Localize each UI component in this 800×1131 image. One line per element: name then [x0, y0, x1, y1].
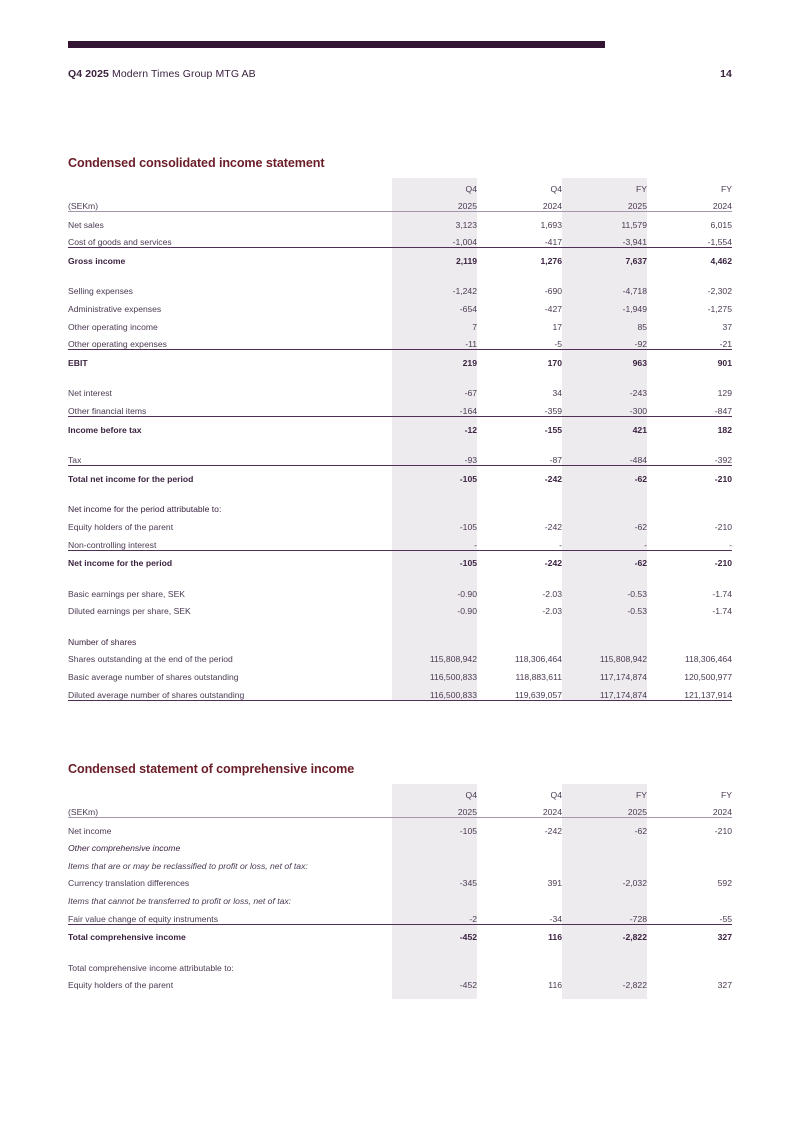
spacer-cell: [477, 435, 562, 448]
table-row-total: [68, 924, 732, 942]
row-value: -: [392, 532, 477, 550]
row-label: Diluted average number of shares outstanding: [68, 682, 392, 700]
spacer-row: [68, 266, 732, 279]
table-row: [68, 599, 732, 617]
row-value: -243: [562, 381, 647, 399]
table-row: [68, 871, 732, 889]
row-value: -1,242: [392, 279, 477, 297]
row-value: -484: [562, 448, 647, 466]
spacer-cell: [477, 942, 562, 955]
row-value: 327: [647, 924, 732, 942]
col-header-fy-2024-year: 2024: [712, 807, 732, 817]
row-value: -105: [392, 550, 477, 568]
table-row: [68, 581, 732, 599]
row-value: [647, 836, 732, 854]
row-label: Other operating income: [68, 321, 158, 332]
row-value: [392, 836, 477, 854]
row-value: 901: [647, 350, 732, 368]
row-value: [477, 888, 562, 906]
row-value: -0.90: [392, 599, 477, 617]
row-value: 963: [562, 350, 647, 368]
row-value: -210: [647, 466, 732, 484]
row-value: -2,822: [562, 924, 647, 942]
table-row: [68, 682, 732, 700]
row-value: 34: [552, 388, 562, 399]
row-value: 182: [647, 416, 732, 434]
table-header-year-row: [68, 800, 732, 818]
row-value: -62: [562, 818, 647, 836]
spacer-cell: [562, 435, 647, 448]
row-label: Equity holders of the parent: [68, 521, 174, 532]
row-value: 1,693: [477, 212, 562, 230]
row-value: 120,500,977: [684, 672, 732, 683]
spacer-cell: [647, 942, 732, 955]
table-subheader-row: [68, 836, 732, 854]
header-spacer: [68, 178, 392, 194]
row-label: Non-controlling interest: [68, 539, 157, 550]
table-row: [68, 514, 732, 532]
row-label: Income before tax: [68, 416, 392, 434]
row-value: [392, 497, 477, 515]
row-value: -105: [392, 818, 477, 836]
row-label: Fair value change of equity instruments: [68, 913, 218, 924]
spacer-cell: [68, 484, 392, 497]
row-label: Items that are or may be reclassified to profit or loss, net of tax:: [68, 860, 308, 871]
col-header-q4-2024-year: 2024: [542, 807, 562, 817]
table-row-total: [68, 350, 732, 368]
row-label: Equity holders of the parent: [68, 980, 174, 991]
comprehensive-income-table-wrap: [68, 784, 732, 999]
spacer-cell: [647, 266, 732, 279]
row-value: 421: [562, 416, 647, 434]
income-statement-table: [68, 178, 732, 701]
table-row-total: [68, 550, 732, 568]
row-value: 117,174,874: [562, 664, 647, 682]
row-value: -847: [714, 405, 732, 416]
row-value: -2,032: [562, 871, 647, 889]
row-value: [392, 629, 477, 647]
row-value: 592: [717, 878, 732, 889]
row-value: [647, 629, 732, 647]
col-header-q4-2025-period: Q4: [392, 784, 477, 800]
table-subheader-row: [68, 955, 732, 973]
row-value: -242: [544, 521, 562, 532]
row-value: [392, 853, 477, 871]
unit-label: (SEKm): [68, 201, 99, 211]
col-header-q4-2024-period: Q4: [550, 184, 562, 194]
row-value: 11,579: [562, 212, 647, 230]
row-label: Total comprehensive income attributable to:: [68, 962, 234, 973]
row-value: -87: [549, 455, 562, 466]
col-header-q4-2024-year: 2024: [542, 201, 562, 211]
spacer-cell: [392, 616, 477, 629]
row-value: [477, 955, 562, 973]
row-value: 116: [477, 924, 562, 942]
row-value: -2,302: [707, 286, 732, 297]
row-value: [647, 955, 732, 973]
row-value: 115,808,942: [562, 647, 647, 665]
table-subheader-row: [68, 629, 732, 647]
row-value: 4,462: [647, 248, 732, 266]
spacer-cell: [392, 484, 477, 497]
table-row: [68, 647, 732, 665]
row-value: -300: [562, 398, 647, 416]
row-value: 119,639,057: [477, 682, 562, 700]
page-header: [68, 66, 732, 82]
col-header-fy-2025-year: 2025: [562, 194, 647, 212]
table-row: [68, 314, 732, 332]
spacer-cell: [647, 368, 732, 381]
report-label: Q4 2025: [68, 68, 109, 80]
row-value: -: [729, 539, 732, 550]
spacer-row: [68, 368, 732, 381]
spacer-cell: [68, 942, 392, 955]
comprehensive-income-table: [68, 784, 732, 999]
row-value: [477, 836, 562, 854]
row-label: Shares outstanding at the end of the period: [68, 654, 233, 665]
spacer-cell: [477, 568, 562, 581]
row-label: Net sales: [68, 212, 392, 230]
spacer-cell: [647, 484, 732, 497]
row-value: [477, 497, 562, 515]
row-value: 118,306,464: [514, 654, 562, 665]
table-header-period-row: [68, 784, 732, 800]
company-name: Modern Times Group MTG AB: [112, 68, 256, 80]
col-header-q4-2024-period: Q4: [550, 790, 562, 800]
spacer-cell: [562, 942, 647, 955]
row-value: -0.53: [562, 599, 647, 617]
spacer-cell: [562, 266, 647, 279]
row-value: -2.03: [542, 606, 562, 617]
col-header-fy-2024-period: FY: [721, 790, 732, 800]
row-value: -62: [562, 550, 647, 568]
row-label: Net income for the period: [68, 550, 392, 568]
row-value: -210: [647, 550, 732, 568]
row-label: Diluted earnings per share, SEK: [68, 606, 191, 617]
row-label: Net income for the period attributable to:: [68, 504, 222, 515]
col-header-fy-2025-period: FY: [562, 178, 647, 194]
table-row-total: [68, 248, 732, 266]
row-value: 85: [562, 314, 647, 332]
row-value: -728: [562, 906, 647, 924]
row-value: -62: [562, 514, 647, 532]
row-label: Other comprehensive income: [68, 843, 181, 854]
row-label: Other financial items: [68, 405, 147, 416]
row-value: -1,275: [707, 303, 732, 314]
spacer-cell: [392, 266, 477, 279]
row-value: 118,883,611: [515, 672, 562, 683]
spacer-cell: [392, 368, 477, 381]
row-value: [392, 888, 477, 906]
row-value: 170: [477, 350, 562, 368]
spacer-cell: [562, 568, 647, 581]
header-rule: [68, 41, 605, 48]
row-value: 17: [552, 321, 562, 332]
row-value: 37: [722, 321, 732, 332]
spacer-cell: [68, 266, 392, 279]
row-value: -11: [392, 332, 477, 350]
spacer-cell: [647, 568, 732, 581]
row-label: Cost of goods and services: [68, 237, 172, 248]
row-label: EBIT: [68, 350, 392, 368]
row-value: -427: [544, 303, 562, 314]
row-value: 115,808,942: [392, 647, 477, 665]
row-value: 1,276: [477, 248, 562, 266]
row-value: -5: [554, 339, 562, 350]
row-value: -62: [562, 466, 647, 484]
row-value: [647, 888, 732, 906]
table-row: [68, 296, 732, 314]
row-value: -0.53: [562, 581, 647, 599]
row-value: -242: [477, 818, 562, 836]
row-label: Selling expenses: [68, 286, 133, 297]
row-value: 391: [547, 878, 562, 889]
row-value: -2: [392, 906, 477, 924]
spacer-cell: [647, 990, 732, 999]
row-value: [562, 888, 647, 906]
row-value: -2.03: [542, 588, 562, 599]
table-row-total: [68, 416, 732, 434]
row-value: -: [562, 532, 647, 550]
row-value: -210: [647, 818, 732, 836]
row-value: -1.74: [712, 606, 732, 617]
row-label: Basic average number of shares outstanding: [68, 672, 239, 683]
spacer-cell: [562, 484, 647, 497]
row-label: Net interest: [68, 388, 112, 399]
spacer-cell: [68, 616, 392, 629]
table-row: [68, 381, 732, 399]
spacer-cell: [392, 990, 477, 999]
table-row: [68, 532, 732, 550]
row-value: -2,822: [562, 973, 647, 991]
row-value: -105: [392, 466, 477, 484]
row-value: 118,306,464: [684, 654, 732, 665]
row-value: -452: [392, 924, 477, 942]
spacer-cell: [647, 435, 732, 448]
spacer-row: [68, 942, 732, 955]
row-value: 116: [548, 980, 562, 991]
row-value: -345: [392, 871, 477, 889]
spacer-row: [68, 990, 732, 999]
row-value: 116,500,833: [392, 664, 477, 682]
table-row: [68, 818, 732, 836]
row-value: 7: [392, 314, 477, 332]
table-row: [68, 332, 732, 350]
row-value: [392, 955, 477, 973]
row-value: 129: [717, 388, 732, 399]
row-value: -3,941: [562, 230, 647, 248]
page-number: 14: [720, 68, 732, 80]
row-value: [562, 497, 647, 515]
row-value: [562, 836, 647, 854]
col-header-fy-2024-year: 2024: [712, 201, 732, 211]
row-value: 6,015: [647, 212, 732, 230]
row-label: Currency translation differences: [68, 878, 190, 889]
row-label: Total comprehensive income: [68, 924, 392, 942]
table-row: [68, 398, 732, 416]
table-note-row: [68, 888, 732, 906]
row-value: 7,637: [562, 248, 647, 266]
spacer-cell: [477, 484, 562, 497]
row-value: -1,554: [707, 237, 732, 248]
row-value: 117,174,874: [562, 682, 647, 700]
row-label: Basic earnings per share, SEK: [68, 588, 186, 599]
row-value: -690: [544, 286, 562, 297]
spacer-row: [68, 484, 732, 497]
row-value: -242: [477, 466, 562, 484]
row-value: -1,004: [392, 230, 477, 248]
table-row: [68, 906, 732, 924]
table-header-period-row: [68, 178, 732, 194]
spacer-cell: [68, 568, 392, 581]
table-row: [68, 230, 732, 248]
row-value: -55: [719, 913, 732, 924]
spacer-cell: [68, 435, 392, 448]
row-label: Total net income for the period: [68, 466, 392, 484]
spacer-cell: [392, 568, 477, 581]
spacer-cell: [477, 266, 562, 279]
row-value: [562, 853, 647, 871]
spacer-cell: [477, 616, 562, 629]
row-value: -359: [544, 405, 562, 416]
row-value: -67: [392, 381, 477, 399]
spacer-cell: [477, 368, 562, 381]
row-value: -12: [392, 416, 477, 434]
income-statement-title: Condensed consolidated income statement: [68, 156, 325, 170]
row-value: 116,500,833: [392, 682, 477, 700]
table-row: [68, 279, 732, 297]
row-value: 219: [392, 350, 477, 368]
row-label: Net income: [68, 818, 392, 836]
row-value: [562, 955, 647, 973]
table-note-row: [68, 853, 732, 871]
spacer-row: [68, 435, 732, 448]
table-header-year-row: [68, 194, 732, 212]
table-row-total: [68, 466, 732, 484]
row-value: -155: [477, 416, 562, 434]
spacer-cell: [562, 616, 647, 629]
row-value: -1,949: [562, 296, 647, 314]
spacer-cell: [68, 990, 392, 999]
row-value: -: [559, 539, 562, 550]
row-value: -392: [714, 455, 732, 466]
spacer-cell: [392, 435, 477, 448]
row-label: Other operating expenses: [68, 339, 167, 350]
col-header-q4-2025-period: Q4: [392, 178, 477, 194]
table-row: [68, 448, 732, 466]
row-value: -4,718: [562, 279, 647, 297]
row-value: -92: [562, 332, 647, 350]
spacer-cell: [68, 368, 392, 381]
row-label: Tax: [68, 455, 82, 466]
spacer-cell: [392, 942, 477, 955]
row-value: [477, 629, 562, 647]
row-value: -93: [392, 448, 477, 466]
table-row: [68, 664, 732, 682]
col-header-fy-2025-year: 2025: [562, 800, 647, 818]
row-value: 327: [717, 980, 732, 991]
spacer-row: [68, 616, 732, 629]
row-value: -417: [544, 237, 562, 248]
col-header-fy-2025-period: FY: [562, 784, 647, 800]
row-value: -654: [392, 296, 477, 314]
table-row: [68, 973, 732, 991]
row-value: -210: [714, 521, 732, 532]
row-value: [647, 497, 732, 515]
col-header-q4-2025-year: 2025: [392, 194, 477, 212]
row-value: -34: [549, 913, 562, 924]
row-label: Gross income: [68, 248, 392, 266]
spacer-cell: [562, 368, 647, 381]
spacer-cell: [647, 616, 732, 629]
row-label: Items that cannot be transferred to profit or loss, net of tax:: [68, 895, 292, 906]
col-header-fy-2024-period: FY: [721, 184, 732, 194]
row-value: -0.90: [392, 581, 477, 599]
row-value: -21: [719, 339, 732, 350]
row-value: [477, 853, 562, 871]
row-value: -105: [392, 514, 477, 532]
row-value: 121,137,914: [647, 682, 732, 700]
row-value: -164: [392, 398, 477, 416]
spacer-cell: [562, 990, 647, 999]
row-label: Number of shares: [68, 636, 137, 647]
table-row: [68, 212, 732, 230]
row-value: [562, 629, 647, 647]
row-value: 2,119: [392, 248, 477, 266]
unit-label: (SEKm): [68, 807, 99, 817]
row-value: [647, 853, 732, 871]
col-header-q4-2025-year: 2025: [392, 800, 477, 818]
row-label: Administrative expenses: [68, 303, 162, 314]
spacer-row: [68, 568, 732, 581]
row-value: -452: [392, 973, 477, 991]
table-subheader-row: [68, 497, 732, 515]
comprehensive-income-title: Condensed statement of comprehensive income: [68, 762, 355, 776]
income-statement-table-wrap: [68, 178, 732, 701]
row-value: 3,123: [392, 212, 477, 230]
row-value: -242: [477, 550, 562, 568]
header-spacer: [68, 784, 392, 800]
row-value: -1.74: [712, 588, 732, 599]
spacer-cell: [477, 990, 562, 999]
